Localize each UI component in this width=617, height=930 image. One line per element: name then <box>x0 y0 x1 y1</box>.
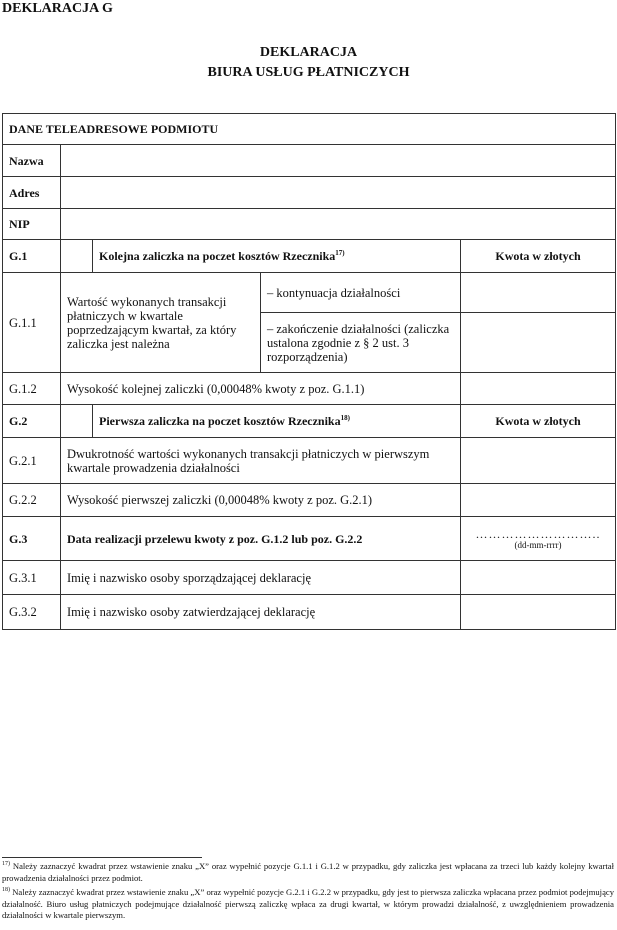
g22-row <box>3 484 616 517</box>
page-title <box>0 43 617 83</box>
g11-termination-amount-cell[interactable] <box>461 313 616 373</box>
g1-checkbox[interactable] <box>61 240 93 273</box>
contact-row-nip <box>3 209 616 240</box>
g11-continuation-amount-cell[interactable] <box>461 273 616 313</box>
footnote-17-text: Należy zaznaczyć kwadrat przez wstawienie znaku „X” oraz wypełnić pozycje G.1.1 i G.1.2 w przypadku, gdy zaliczka jest wpłacana za trzeci lub każdy kolejny kwartał prowadzenia działalności przez podmiot. <box>2 861 614 883</box>
g22-description: Wysokość pierwszej zaliczki (0,00048% kwoty z poz. G.2.1) <box>61 484 461 517</box>
g11-description: Wartość wykonanych transakcji płatniczych w kwartale poprzedzającym kwartał, za który zaliczka jest należna <box>61 273 261 373</box>
footnote-ref-17: 17) <box>335 249 345 257</box>
g12-description: Wysokość kolejnej zaliczki (0,00048% kwoty z poz. G.1.1) <box>61 373 461 405</box>
g11-option-continuation: – kontynuacja działalności <box>261 273 461 313</box>
footnote-18-text: Należy zaznaczyć kwadrat przez wstawienie znaku „X” oraz wypełnić pozycje G.2.1 i G.2.2 w przypadku, gdy jest to pierwsza zaliczka wpłacana przez podmiot podejmujący działalność. Biuro usług płatniczych podejmujące działalność pierwszą zaliczkę wpłaca za drugi kwartał, w którym prowadzi działalność, z uwzględnieniem prowadzenia działalności w kwartale pierwszym. <box>2 887 615 920</box>
contact-row-name <box>3 145 616 177</box>
declaration-form <box>2 113 616 630</box>
contact-heading-row <box>3 114 616 145</box>
g11-row-continuation <box>3 273 616 313</box>
footnote-17-ref: 17) <box>2 861 10 868</box>
footnote-ref-18: 18) <box>340 414 350 422</box>
footnote-divider <box>2 857 202 858</box>
nip-input-cell[interactable] <box>61 209 616 240</box>
g12-row <box>3 373 616 405</box>
g2-checkbox[interactable] <box>61 405 93 438</box>
g3-title: Data realizacji przelewu kwoty z poz. G.1.2 lub poz. G.2.2 <box>61 517 461 561</box>
g1-amount-header: Kwota w złotych <box>461 240 616 273</box>
g2-header-row <box>3 405 616 438</box>
title-line-1: DEKLARACJA <box>259 45 358 60</box>
g21-description: Dwukrotność wartości wykonanych transakcji płatniczych w pierwszym kwartale prowadzenia działalności <box>61 438 461 484</box>
g22-code: G.2.2 <box>3 484 61 517</box>
contact-label-name: Nazwa <box>3 145 61 177</box>
g1-header-row <box>3 240 616 273</box>
g1-title-text: Kolejna zaliczka na poczet kosztów Rzecznika <box>99 249 336 263</box>
g12-amount-cell[interactable] <box>461 373 616 405</box>
g2-code: G.2 <box>3 405 61 438</box>
g32-code: G.3.2 <box>3 595 61 630</box>
g2-title <box>93 405 461 438</box>
document-label: DEKLARACJA G <box>2 1 113 16</box>
g2-amount-header: Kwota w złotych <box>461 405 616 438</box>
g21-code: G.2.1 <box>3 438 61 484</box>
g11-code: G.1.1 <box>3 273 61 373</box>
footnote-18 <box>2 887 614 922</box>
contact-heading: DANE TELEADRESOWE PODMIOTU <box>3 114 616 145</box>
g3-date-format: (dd-mm-rrrr) <box>514 539 562 550</box>
name-input-cell[interactable] <box>61 145 616 177</box>
contact-label-nip: NIP <box>3 209 61 240</box>
g2-title-text: Pierwsza zaliczka na poczet kosztów Rzecznika <box>99 414 341 428</box>
footnote-18-ref: 18) <box>2 887 10 894</box>
g3-date-cell[interactable] <box>461 517 616 561</box>
g12-code: G.1.2 <box>3 373 61 405</box>
g31-code: G.3.1 <box>3 561 61 595</box>
g32-input-cell[interactable] <box>461 595 616 630</box>
footnotes <box>2 861 614 925</box>
g21-amount-cell[interactable] <box>461 438 616 484</box>
g31-row <box>3 561 616 595</box>
g32-description: Imię i nazwisko osoby zatwierdzającej deklarację <box>61 595 461 630</box>
contact-label-address: Adres <box>3 177 61 209</box>
g3-row <box>3 517 616 561</box>
g31-input-cell[interactable] <box>461 561 616 595</box>
g31-description: Imię i nazwisko osoby sporządzającej deklarację <box>61 561 461 595</box>
g32-row <box>3 595 616 630</box>
address-input-cell[interactable] <box>61 177 616 209</box>
g11-option-termination: – zakończenie działalności (zaliczka ustalona zgodnie z § 2 ust. 3 rozporządzenia) <box>261 313 461 373</box>
footnote-17 <box>2 861 614 884</box>
g1-title <box>93 240 461 273</box>
g22-amount-cell[interactable] <box>461 484 616 517</box>
title-line-2: BIURA USŁUG PŁATNICZYCH <box>207 65 410 80</box>
g3-code: G.3 <box>3 517 61 561</box>
contact-row-address <box>3 177 616 209</box>
g21-row <box>3 438 616 484</box>
g3-date-placeholder: ……………………….. <box>475 526 601 541</box>
g1-code: G.1 <box>3 240 61 273</box>
